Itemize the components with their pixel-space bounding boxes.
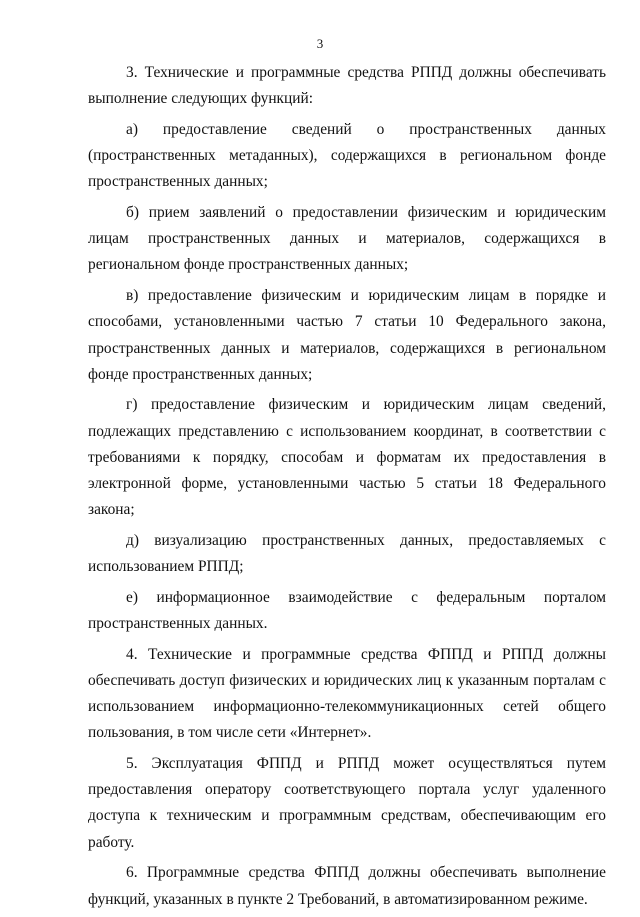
paragraph-5: 5. Эксплуатация ФППД и РППД может осуществляться путем предоставления оператору соответствующего портала услуг удаленного доступа к техническим и программным средствам, обеспечивающим его работу. (88, 755, 606, 851)
paragraph-4: 4. Технические и программные средства ФППД и РППД должны обеспечивать доступ физических и юридических лиц к указанным порталам с использованием информационно-телекоммуникационных сетей общего пользования, в том числе сети «Интернет». (88, 645, 606, 742)
paragraph-3g: г) предоставление физическим и юридическим лицам сведений, подлежащих представлению с использованием координат, в соответствии с требованиями к порядку, способам и форматам их предоставления в электронной форме, установленными частью 5 статьи 18 Федерального закона; (88, 396, 606, 519)
document-body (88, 60, 606, 917)
page-number: 3 (316, 36, 324, 51)
paragraph-6: 6. Программные средства ФППД должны обеспечивать выполнение функций, указанных в пункте 2 Требований, в автоматизированном режиме. (88, 864, 606, 908)
paragraph-3b: б) прием заявлений о предоставлении физическим и юридическим лицам пространственных данных и материалов, содержащихся в региональном фонде пространственных данных; (88, 204, 606, 274)
paragraph-3e: е) информационное взаимодействие с федеральным порталом пространственных данных. (88, 588, 606, 633)
paragraph-3d: д) визуализацию пространственных данных, предоставляемых с использованием РППД; (88, 531, 606, 576)
paragraph-3: 3. Технические и программные средства РППД должны обеспечивать выполнение следующих функций: (88, 64, 606, 108)
paragraph-3a: а) предоставление сведений о пространственных данных (пространственных метаданных), содержащихся в региональном фонде пространственных данных; (88, 120, 606, 191)
paragraph-3v: в) предоставление физическим и юридическим лицам в порядке и способами, установленными частью 7 статьи 10 Федерального закона, пространственных данных и материалов, содержащихся в региональном фонде пространственных данных; (88, 287, 606, 383)
